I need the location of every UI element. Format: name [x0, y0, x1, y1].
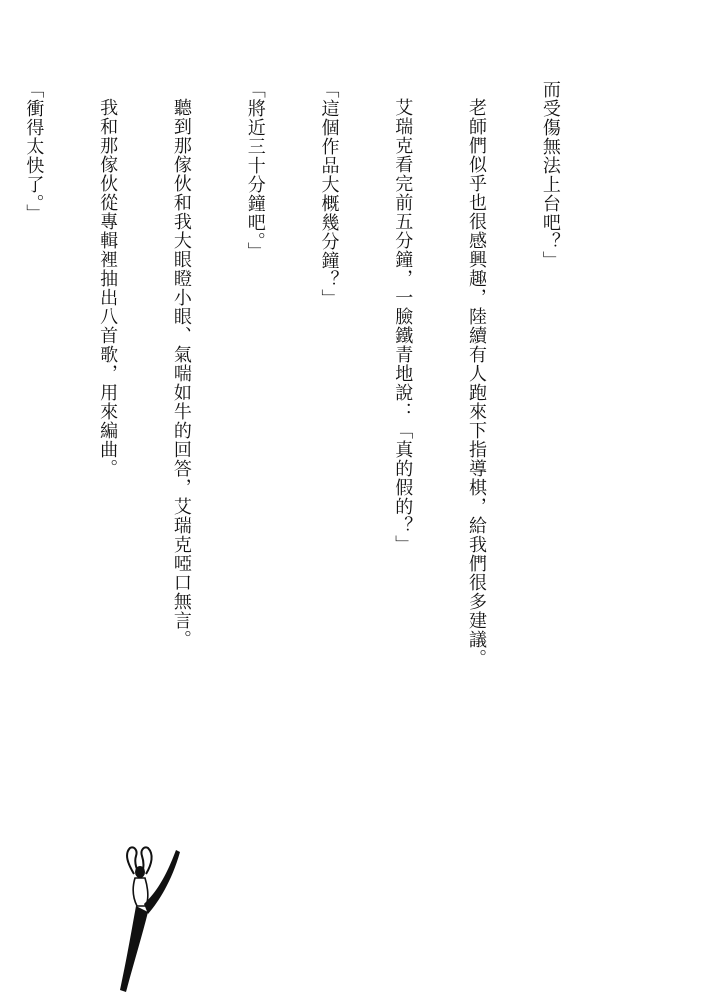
text-line: 老師們似乎也很感興趣，陸續有人跑來下指導棋，給我們很多建議。 — [466, 98, 488, 668]
ballet-dancer-icon — [106, 844, 186, 994]
text-line: 「衝得太快了。」 — [23, 80, 45, 223]
text-line: 「這個作品大概幾分鐘？」 — [318, 80, 340, 308]
text-line: 「將近三十分鐘吧。」 — [244, 80, 266, 261]
vertical-text-body — [0, 80, 611, 860]
text-line: 我和那傢伙從專輯裡抽出八首歌，用來編曲。 — [97, 98, 119, 478]
text-line: 聽到那傢伙和我大眼瞪小眼、氣喘如牛的回答，艾瑞克啞口無言。 — [170, 98, 192, 649]
text-line: 而受傷無法上台吧？」 — [539, 80, 561, 270]
text-line: 艾瑞克看完前五分鐘，一臉鐵青地說：「真的假的？」 — [392, 98, 414, 554]
